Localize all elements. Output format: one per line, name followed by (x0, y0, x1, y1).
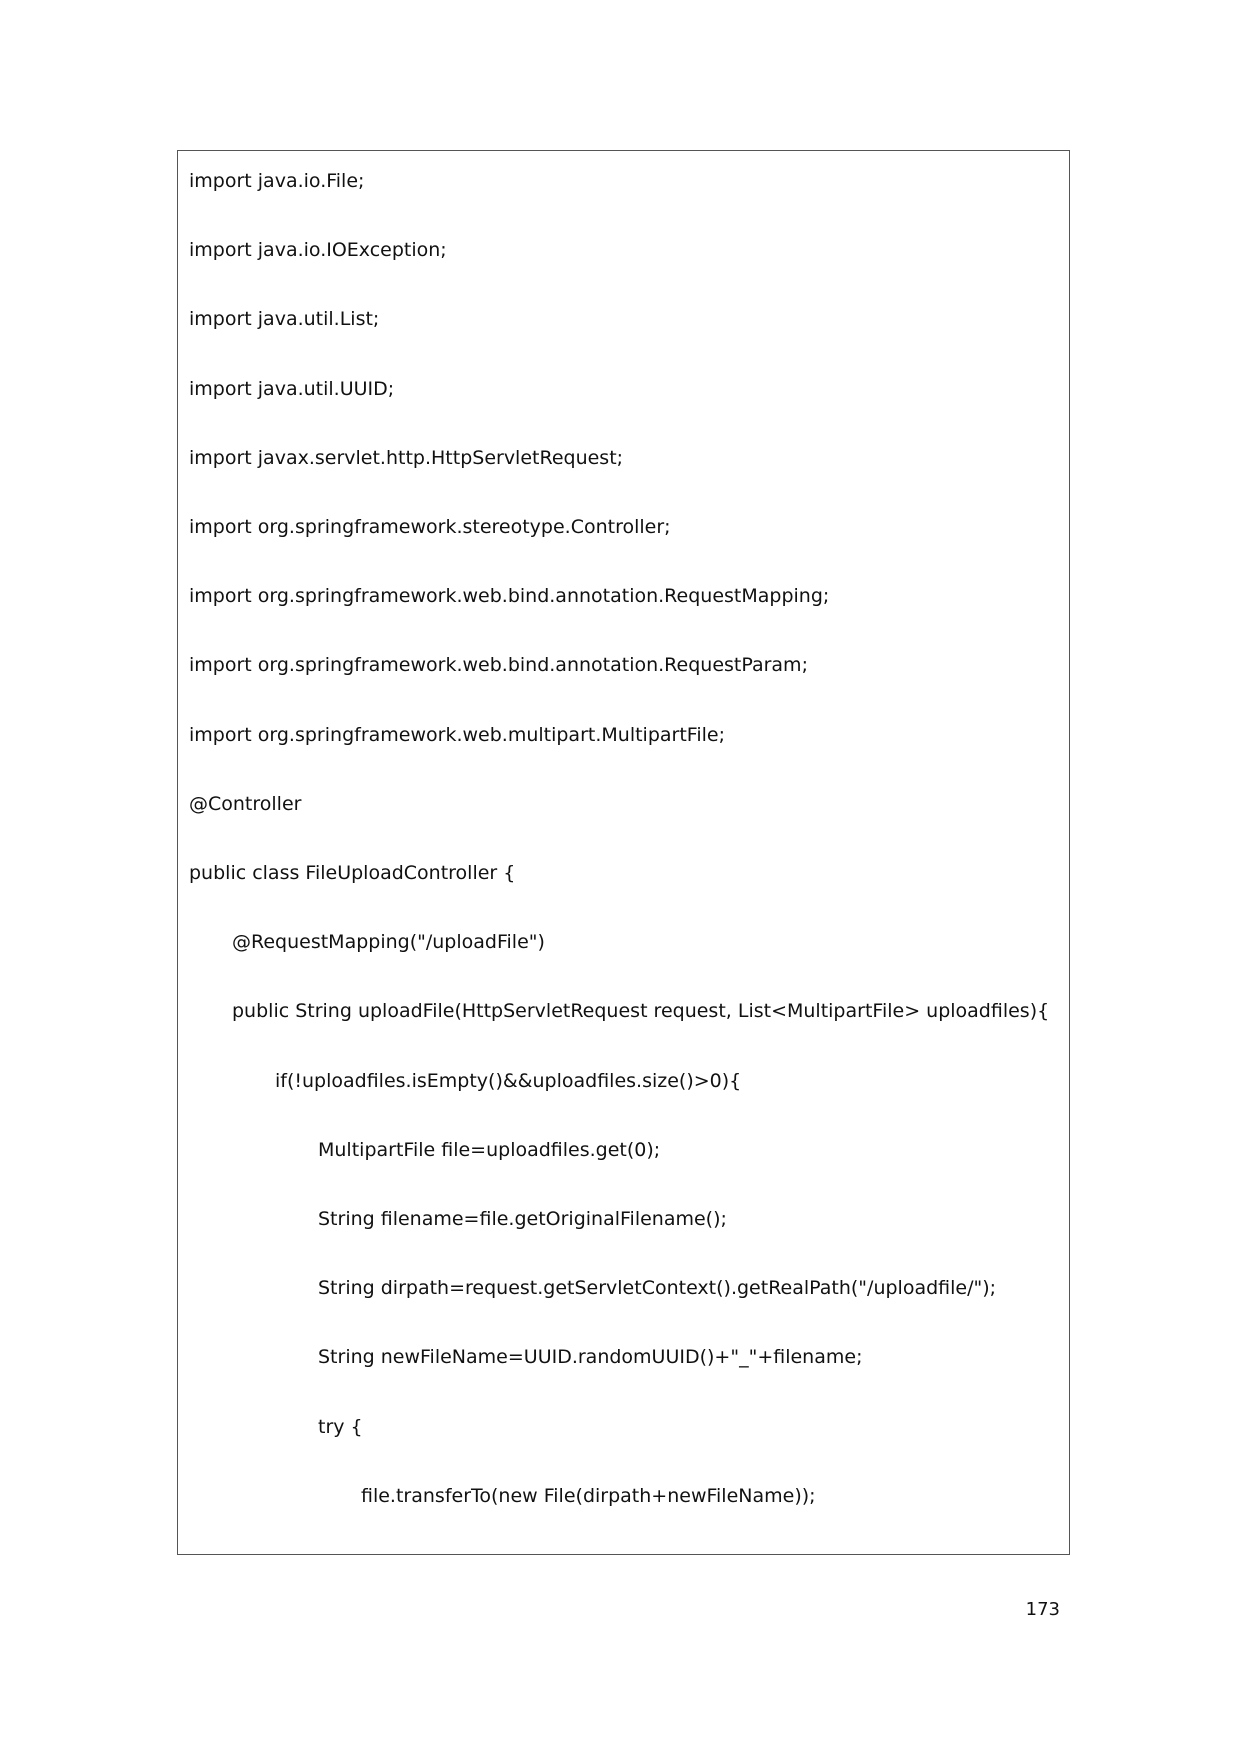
code-line: @RequestMapping("/uploadFile") (232, 931, 545, 954)
code-line: MultipartFile file=uploadfiles.get(0); (318, 1138, 661, 1161)
code-line: import java.util.UUID; (189, 377, 395, 400)
code-line: @Controller (189, 792, 302, 815)
code-line: file.transferTo(new File(dirpath+newFileName)); (361, 1484, 816, 1507)
code-line: import java.io.IOException; (189, 239, 447, 262)
page-number: 173 (1025, 1599, 1060, 1620)
code-line: public class FileUploadController { (189, 862, 516, 884)
code-line: import java.util.List; (189, 308, 380, 331)
code-line: String newFileName=UUID.randomUUID()+"_"+filename; (318, 1346, 863, 1369)
code-line: import javax.servlet.http.HttpServletRequest; (189, 446, 624, 469)
code-line: import org.springframework.web.multipart.MultipartFile; (189, 723, 725, 746)
code-line: import org.springframework.web.bind.annotation.RequestParam; (189, 654, 808, 677)
code-line: String filename=file.getOriginalFilename(); (318, 1208, 727, 1230)
code-line: import org.springframework.web.bind.annotation.RequestMapping; (189, 585, 830, 608)
code-block (177, 150, 1070, 1555)
code-line: import java.io.File; (189, 170, 365, 192)
code-line: String dirpath=request.getServletContext().getRealPath("/uploadfile/"); (318, 1277, 997, 1300)
code-line: if(!uploadfiles.isEmpty()&&uploadfiles.size()>0){ (275, 1069, 742, 1092)
code-line: try { (318, 1415, 363, 1438)
code-line: public String uploadFile(HttpServletRequest request, List<MultipartFile> uploadfiles){ (232, 1000, 1050, 1023)
code-line: import org.springframework.stereotype.Controller; (189, 516, 671, 538)
